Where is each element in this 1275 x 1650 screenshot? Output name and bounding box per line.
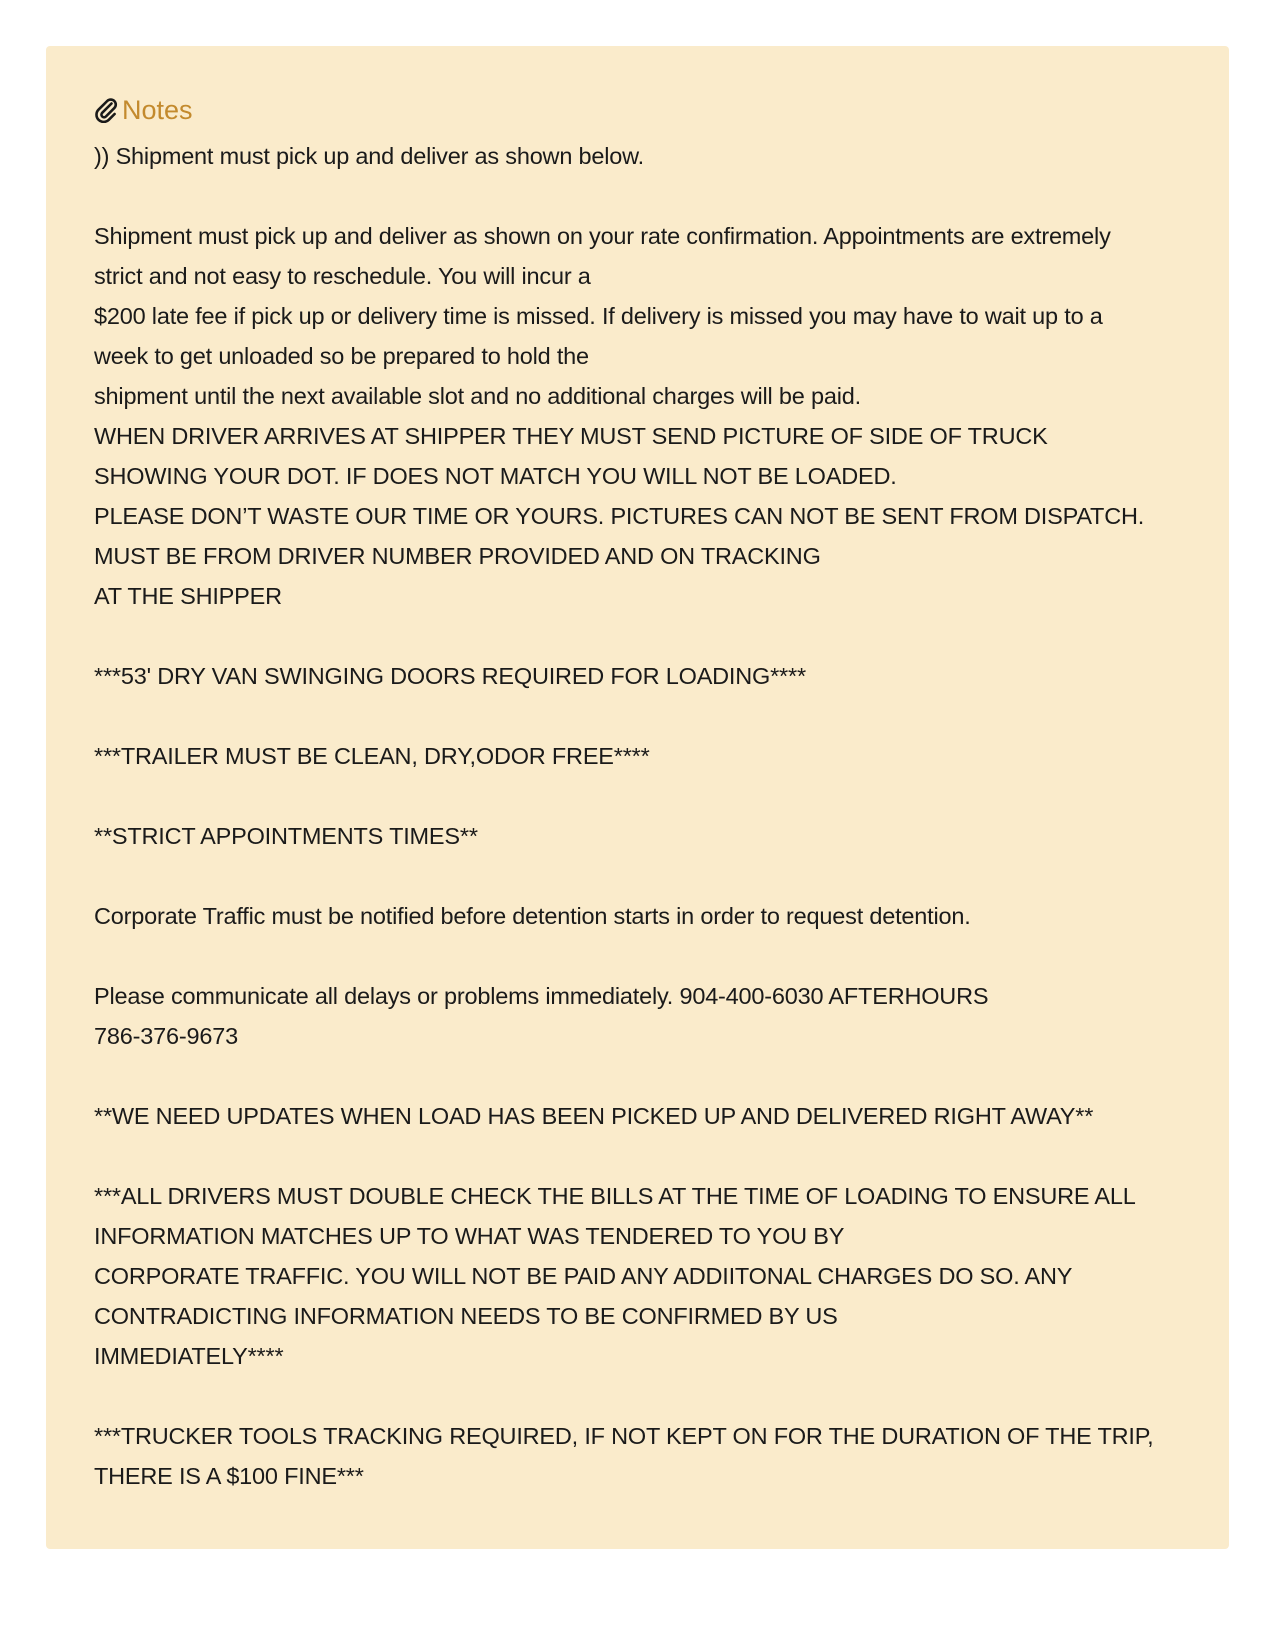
notes-body: [94, 136, 1183, 1496]
note-line: Corporate Traffic must be notified before detention starts in order to request detention.: [94, 903, 971, 929]
note-line: IMMEDIATELY****: [94, 1343, 284, 1369]
note-line: ***TRAILER MUST BE CLEAN, DRY,ODOR FREE****: [94, 743, 650, 769]
note-line: WHEN DRIVER ARRIVES AT SHIPPER THEY MUST SEND PICTURE OF SIDE OF TRUCK: [94, 423, 1048, 449]
note-line: PLEASE DON’T WASTE OUR TIME OR YOURS. PICTURES CAN NOT BE SENT FROM DISPATCH.: [94, 503, 1145, 529]
note-line: ***53' DRY VAN SWINGING DOORS REQUIRED FOR LOADING****: [94, 663, 806, 689]
blank-line: [94, 696, 1183, 736]
note-line: ***TRUCKER TOOLS TRACKING REQUIRED, IF NOT KEPT ON FOR THE DURATION OF THE TRIP,: [94, 1423, 1154, 1449]
blank-line: [94, 856, 1183, 896]
paperclip-icon: [94, 97, 118, 123]
notes-header: [94, 90, 1183, 130]
note-line: **STRICT APPOINTMENTS TIMES**: [94, 823, 478, 849]
blank-line: [94, 1376, 1183, 1416]
note-line: INFORMATION MATCHES UP TO WHAT WAS TENDERED TO YOU BY: [94, 1223, 845, 1249]
blank-line: [94, 776, 1183, 816]
note-line: )) Shipment must pick up and deliver as shown below.: [94, 143, 644, 169]
note-line: shipment until the next available slot and no additional charges will be paid.: [94, 383, 861, 409]
note-line: ***ALL DRIVERS MUST DOUBLE CHECK THE BILLS AT THE TIME OF LOADING TO ENSURE ALL: [94, 1183, 1136, 1209]
note-line: SHOWING YOUR DOT. IF DOES NOT MATCH YOU WILL NOT BE LOADED.: [94, 463, 897, 489]
blank-line: [94, 616, 1183, 656]
note-line: AT THE SHIPPER: [94, 583, 282, 609]
blank-line: [94, 176, 1183, 216]
note-line: week to get unloaded so be prepared to hold the: [94, 343, 589, 369]
note-line: MUST BE FROM DRIVER NUMBER PROVIDED AND ON TRACKING: [94, 543, 821, 569]
note-line: $200 late fee if pick up or delivery time is missed. If delivery is missed you may have to wait up to a: [94, 303, 1103, 329]
note-line: THERE IS A $100 FINE***: [94, 1463, 364, 1489]
notes-panel: [46, 46, 1229, 1549]
note-line: 786-376-9673: [94, 1023, 238, 1049]
note-line: **WE NEED UPDATES WHEN LOAD HAS BEEN PICKED UP AND DELIVERED RIGHT AWAY**: [94, 1103, 1094, 1129]
notes-title: Notes: [122, 95, 193, 125]
note-line: strict and not easy to reschedule. You will incur a: [94, 263, 591, 289]
blank-line: [94, 1056, 1183, 1096]
note-line: Shipment must pick up and deliver as shown on your rate confirmation. Appointments are extremely: [94, 223, 1111, 249]
blank-line: [94, 1136, 1183, 1176]
note-line: Please communicate all delays or problems immediately. 904-400-6030 AFTERHOURS: [94, 983, 989, 1009]
blank-line: [94, 936, 1183, 976]
note-line: CONTRADICTING INFORMATION NEEDS TO BE CONFIRMED BY US: [94, 1303, 838, 1329]
note-line: CORPORATE TRAFFIC. YOU WILL NOT BE PAID ANY ADDIITONAL CHARGES DO SO. ANY: [94, 1263, 1073, 1289]
